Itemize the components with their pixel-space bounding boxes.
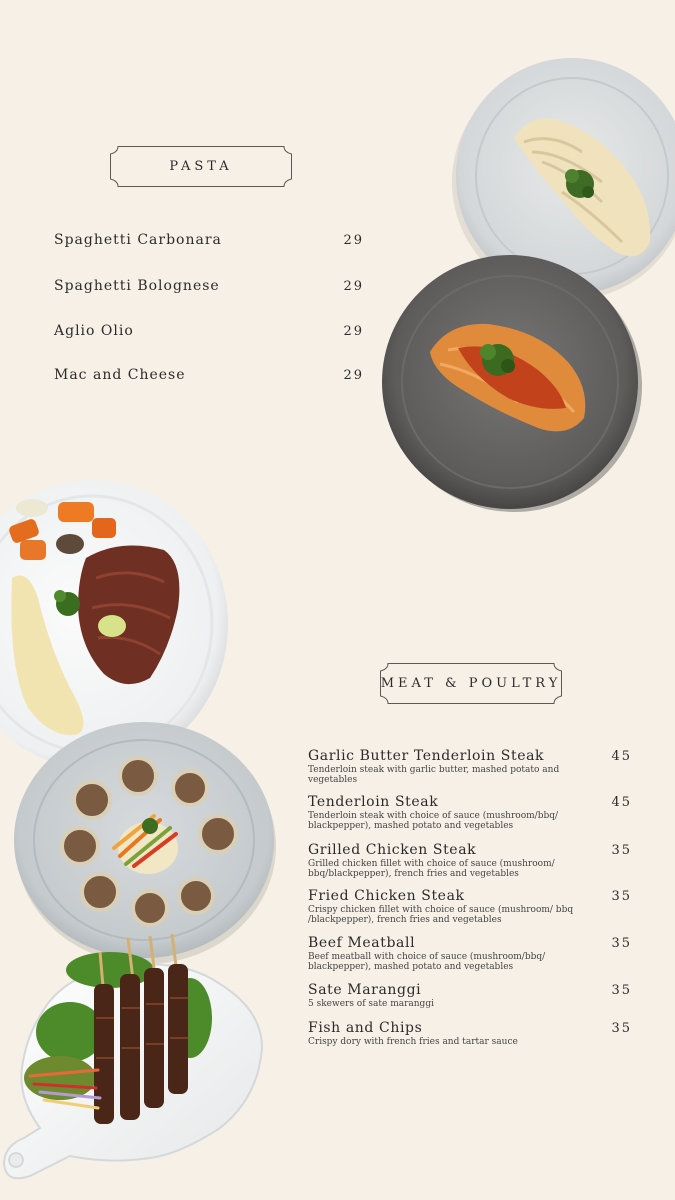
pasta-section-title: PASTA <box>169 159 233 174</box>
pasta-section-header <box>110 146 292 187</box>
item-name: Spaghetti Carbonara <box>54 232 222 248</box>
item-name: Garlic Butter Tenderloin Steak <box>308 748 545 764</box>
item-description: Grilled chicken fillet with choice of sauce (mushroom/ bbq/blackpepper), french fries and vegetables <box>308 859 555 879</box>
item-price: 45 <box>611 795 632 810</box>
item-name: Sate Maranggi <box>308 982 422 998</box>
list-item <box>54 232 364 248</box>
item-name: Fish and Chips <box>308 1020 423 1036</box>
list-item <box>308 888 634 925</box>
item-price: 35 <box>611 843 632 858</box>
item-name: Spaghetti Bolognese <box>54 278 220 294</box>
list-item <box>308 982 634 1010</box>
item-name: Tenderloin Steak <box>308 794 439 810</box>
item-description: Crispy dory with french fries and tartar sauce <box>308 1037 518 1047</box>
sate-plate-icon <box>0 928 272 1190</box>
item-price: 35 <box>611 936 632 951</box>
meat-section-header <box>380 663 562 704</box>
item-price: 35 <box>611 983 632 998</box>
item-name: Aglio Olio <box>54 323 134 339</box>
bolognese-plate-icon <box>378 252 646 514</box>
item-name: Mac and Cheese <box>54 367 186 383</box>
item-price: 35 <box>611 889 632 904</box>
item-price: 29 <box>343 233 364 248</box>
item-description: Tenderloin steak with choice of sauce (mushroom/bbq/ blackpepper), mashed potato and vegetables <box>308 811 559 831</box>
item-name: Fried Chicken Steak <box>308 888 465 904</box>
list-item <box>54 323 364 339</box>
list-item <box>54 278 364 294</box>
list-item <box>308 842 634 879</box>
item-name: Beef Meatball <box>308 935 416 951</box>
meat-section-title: MEAT & POULTRY <box>380 676 562 691</box>
item-price: 29 <box>343 279 364 294</box>
item-price: 29 <box>343 324 364 339</box>
item-price: 35 <box>611 1021 632 1036</box>
item-price: 45 <box>611 749 632 764</box>
item-name: Grilled Chicken Steak <box>308 842 477 858</box>
item-description: Crispy chicken fillet with choice of sauce (mushroom/ bbq /blackpepper), french fries and vegetables <box>308 905 574 925</box>
item-description: Tenderloin steak with garlic butter, mashed potato and vegetables <box>308 765 560 785</box>
item-description: Beef meatball with choice of sauce (mushroom/bbq/ blackpepper), mashed potato and vegetables <box>308 952 546 972</box>
list-item <box>308 1020 634 1048</box>
list-item <box>308 935 634 972</box>
list-item <box>54 367 364 383</box>
item-price: 29 <box>343 368 364 383</box>
list-item <box>308 794 634 831</box>
list-item <box>308 748 634 785</box>
item-description: 5 skewers of sate maranggi <box>308 999 434 1009</box>
